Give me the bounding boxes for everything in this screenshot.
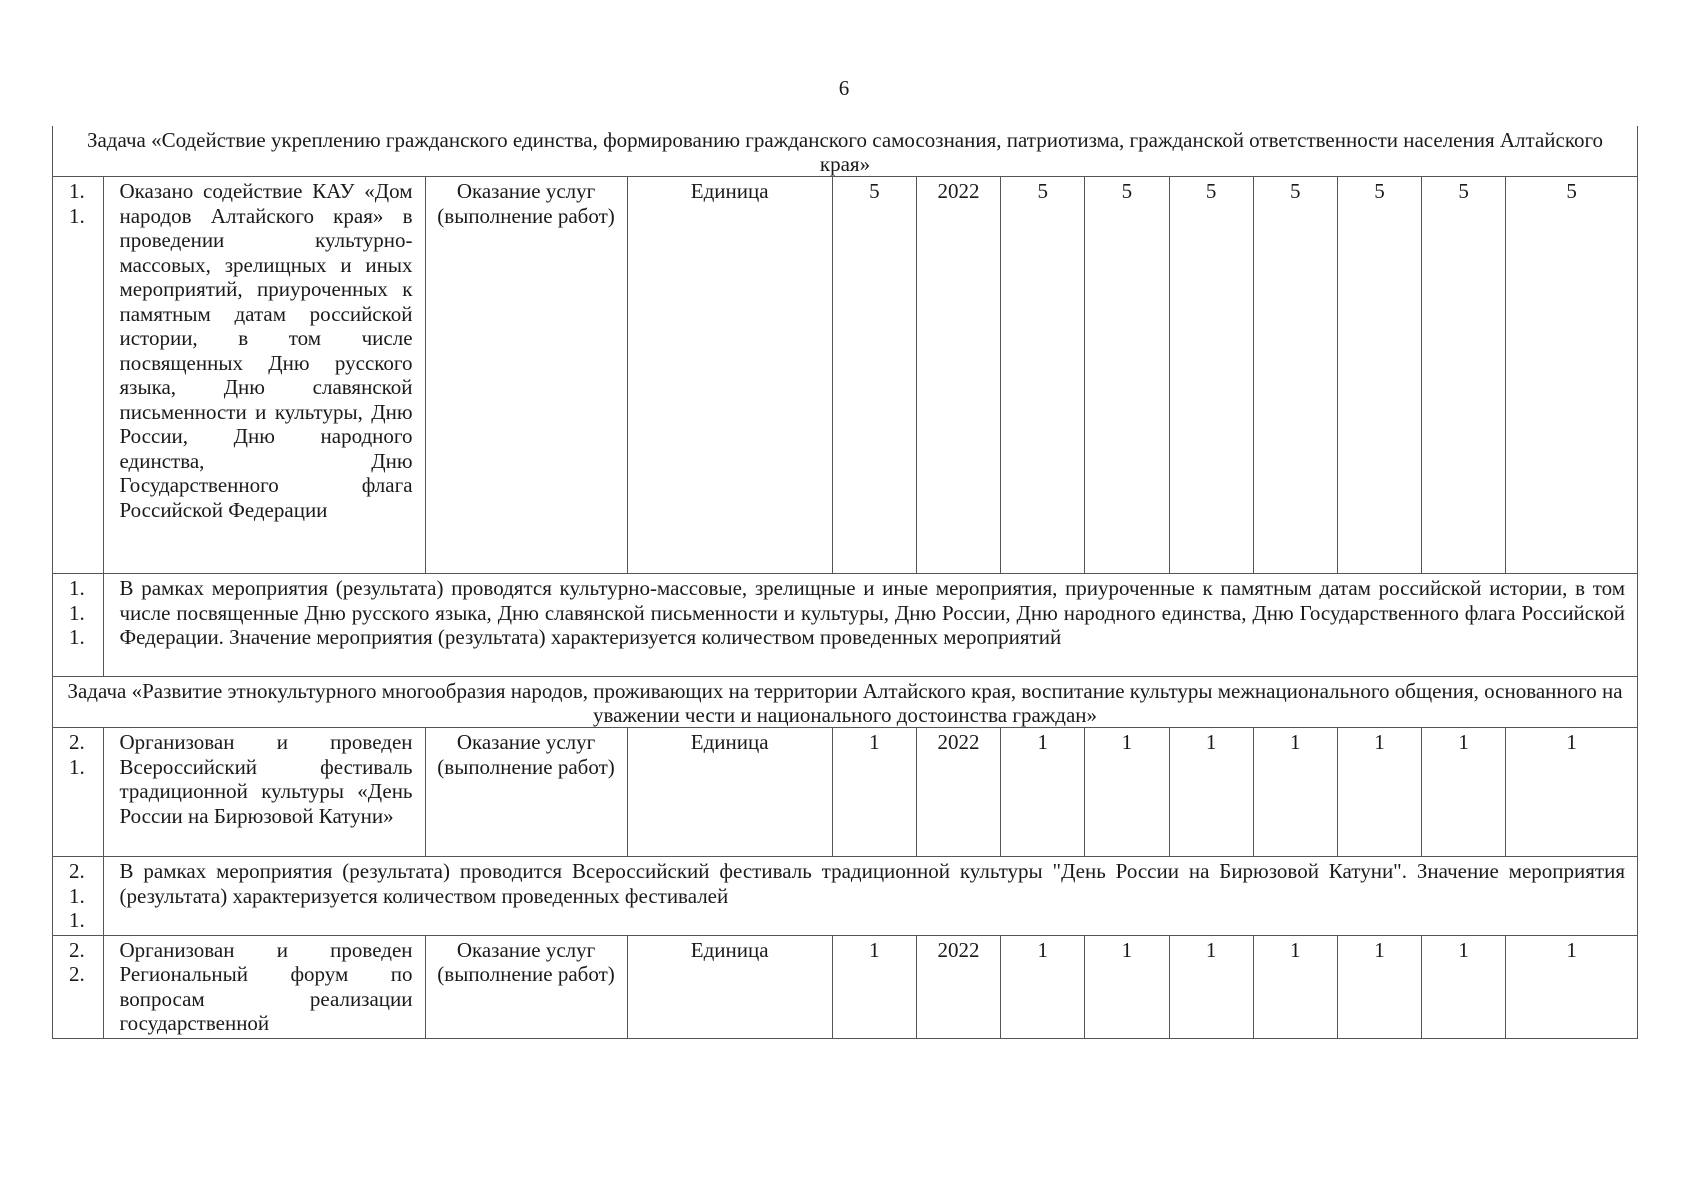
unit-cell: Единица xyxy=(627,177,832,574)
year-value: 1 xyxy=(1422,935,1506,1038)
year-value: 5 xyxy=(1422,177,1506,574)
year-value: 1 xyxy=(1169,935,1253,1038)
year-value: 1 xyxy=(1085,728,1169,857)
description-text: В рамках мероприятия (результата) проводится Всероссийский фестиваль традиционной культуры "День России на Бирюзовой Катуни". Значение мероприятия (результата) характеризуется количеством проведенных фестивалей xyxy=(103,857,1638,936)
event-name: Организован и проведен Всероссийский фестиваль традиционной культуры «День России на Бирюзовой Катуни» xyxy=(103,728,425,857)
year-value: 1 xyxy=(1253,728,1337,857)
event-type: Оказание услуг (выполнение работ) xyxy=(425,177,627,574)
year-value: 5 xyxy=(1337,177,1421,574)
event-name: Организован и проведен Региональный форум по вопросам реализации государственной xyxy=(103,935,425,1038)
table-row xyxy=(53,935,1638,1038)
row-number: 2. 2. xyxy=(53,935,104,1038)
year-value: 1 xyxy=(1506,935,1638,1038)
year-value: 1 xyxy=(1001,935,1085,1038)
base-value: 5 xyxy=(832,177,916,574)
base-value: 1 xyxy=(832,728,916,857)
task-row xyxy=(53,126,1638,177)
year-value: 1 xyxy=(1169,728,1253,857)
row-number: 1. 1. 1. xyxy=(53,574,104,677)
page-number: 6 xyxy=(838,76,850,100)
event-type: Оказание услуг (выполнение работ) xyxy=(425,728,627,857)
year-value: 1 xyxy=(1085,935,1169,1038)
row-number: 2. 1. xyxy=(53,728,104,857)
base-value: 1 xyxy=(832,935,916,1038)
year-value: 5 xyxy=(1253,177,1337,574)
task-title: Задача «Развитие этнокультурного многообразия народов, проживающих на территории Алтайского края, воспитание культуры межнационального общения, основанного на уважении чести и национального достоинства граждан» xyxy=(53,677,1638,728)
year-value: 1 xyxy=(1001,728,1085,857)
year-value: 1 xyxy=(1422,728,1506,857)
description-row xyxy=(53,857,1638,936)
row-number: 2. 1. 1. xyxy=(53,857,104,936)
year-value: 1 xyxy=(1337,935,1421,1038)
description-text: В рамках мероприятия (результата) проводятся культурно-массовые, зрелищные и иные мероприятия, приуроченные к памятным датам российской истории, в том числе посвященные Дню русского языка, Дню славянской письменности и культуры, Дню России, Дню народного единства, Дню Государственного флага Российской Федерации. Значение мероприятия (результата) характеризуется количеством проведенных мероприятий xyxy=(103,574,1638,677)
row-number: 1. 1. xyxy=(53,177,104,574)
unit-cell: Единица xyxy=(627,935,832,1038)
event-type: Оказание услуг (выполнение работ) xyxy=(425,935,627,1038)
base-year: 2022 xyxy=(916,728,1000,857)
year-value: 1 xyxy=(1253,935,1337,1038)
task-row xyxy=(53,677,1638,728)
unit-cell: Единица xyxy=(627,728,832,857)
year-value: 5 xyxy=(1506,177,1638,574)
table-row xyxy=(53,177,1638,574)
base-year: 2022 xyxy=(916,935,1000,1038)
description-row xyxy=(53,574,1638,677)
year-value: 5 xyxy=(1169,177,1253,574)
year-value: 5 xyxy=(1001,177,1085,574)
event-name: Оказано содействие КАУ «Дом народов Алтайского края» в проведении культурно-массовых, зрелищных и иных мероприятий, приуроченных к памятным датам российской истории, в том числе посвященных Дню русского языка, Дню славянской письменности и культуры, Дню России, Дню народного единства, Дню Государственного флага Российской Федерации xyxy=(103,177,425,574)
year-value: 5 xyxy=(1085,177,1169,574)
table-row xyxy=(53,728,1638,857)
base-year: 2022 xyxy=(916,177,1000,574)
year-value: 1 xyxy=(1337,728,1421,857)
year-value: 1 xyxy=(1506,728,1638,857)
results-table xyxy=(52,126,1638,1039)
task-title: Задача «Содействие укреплению гражданского единства, формированию гражданского самосознания, патриотизма, гражданской ответственности населения Алтайского края» xyxy=(53,126,1638,177)
